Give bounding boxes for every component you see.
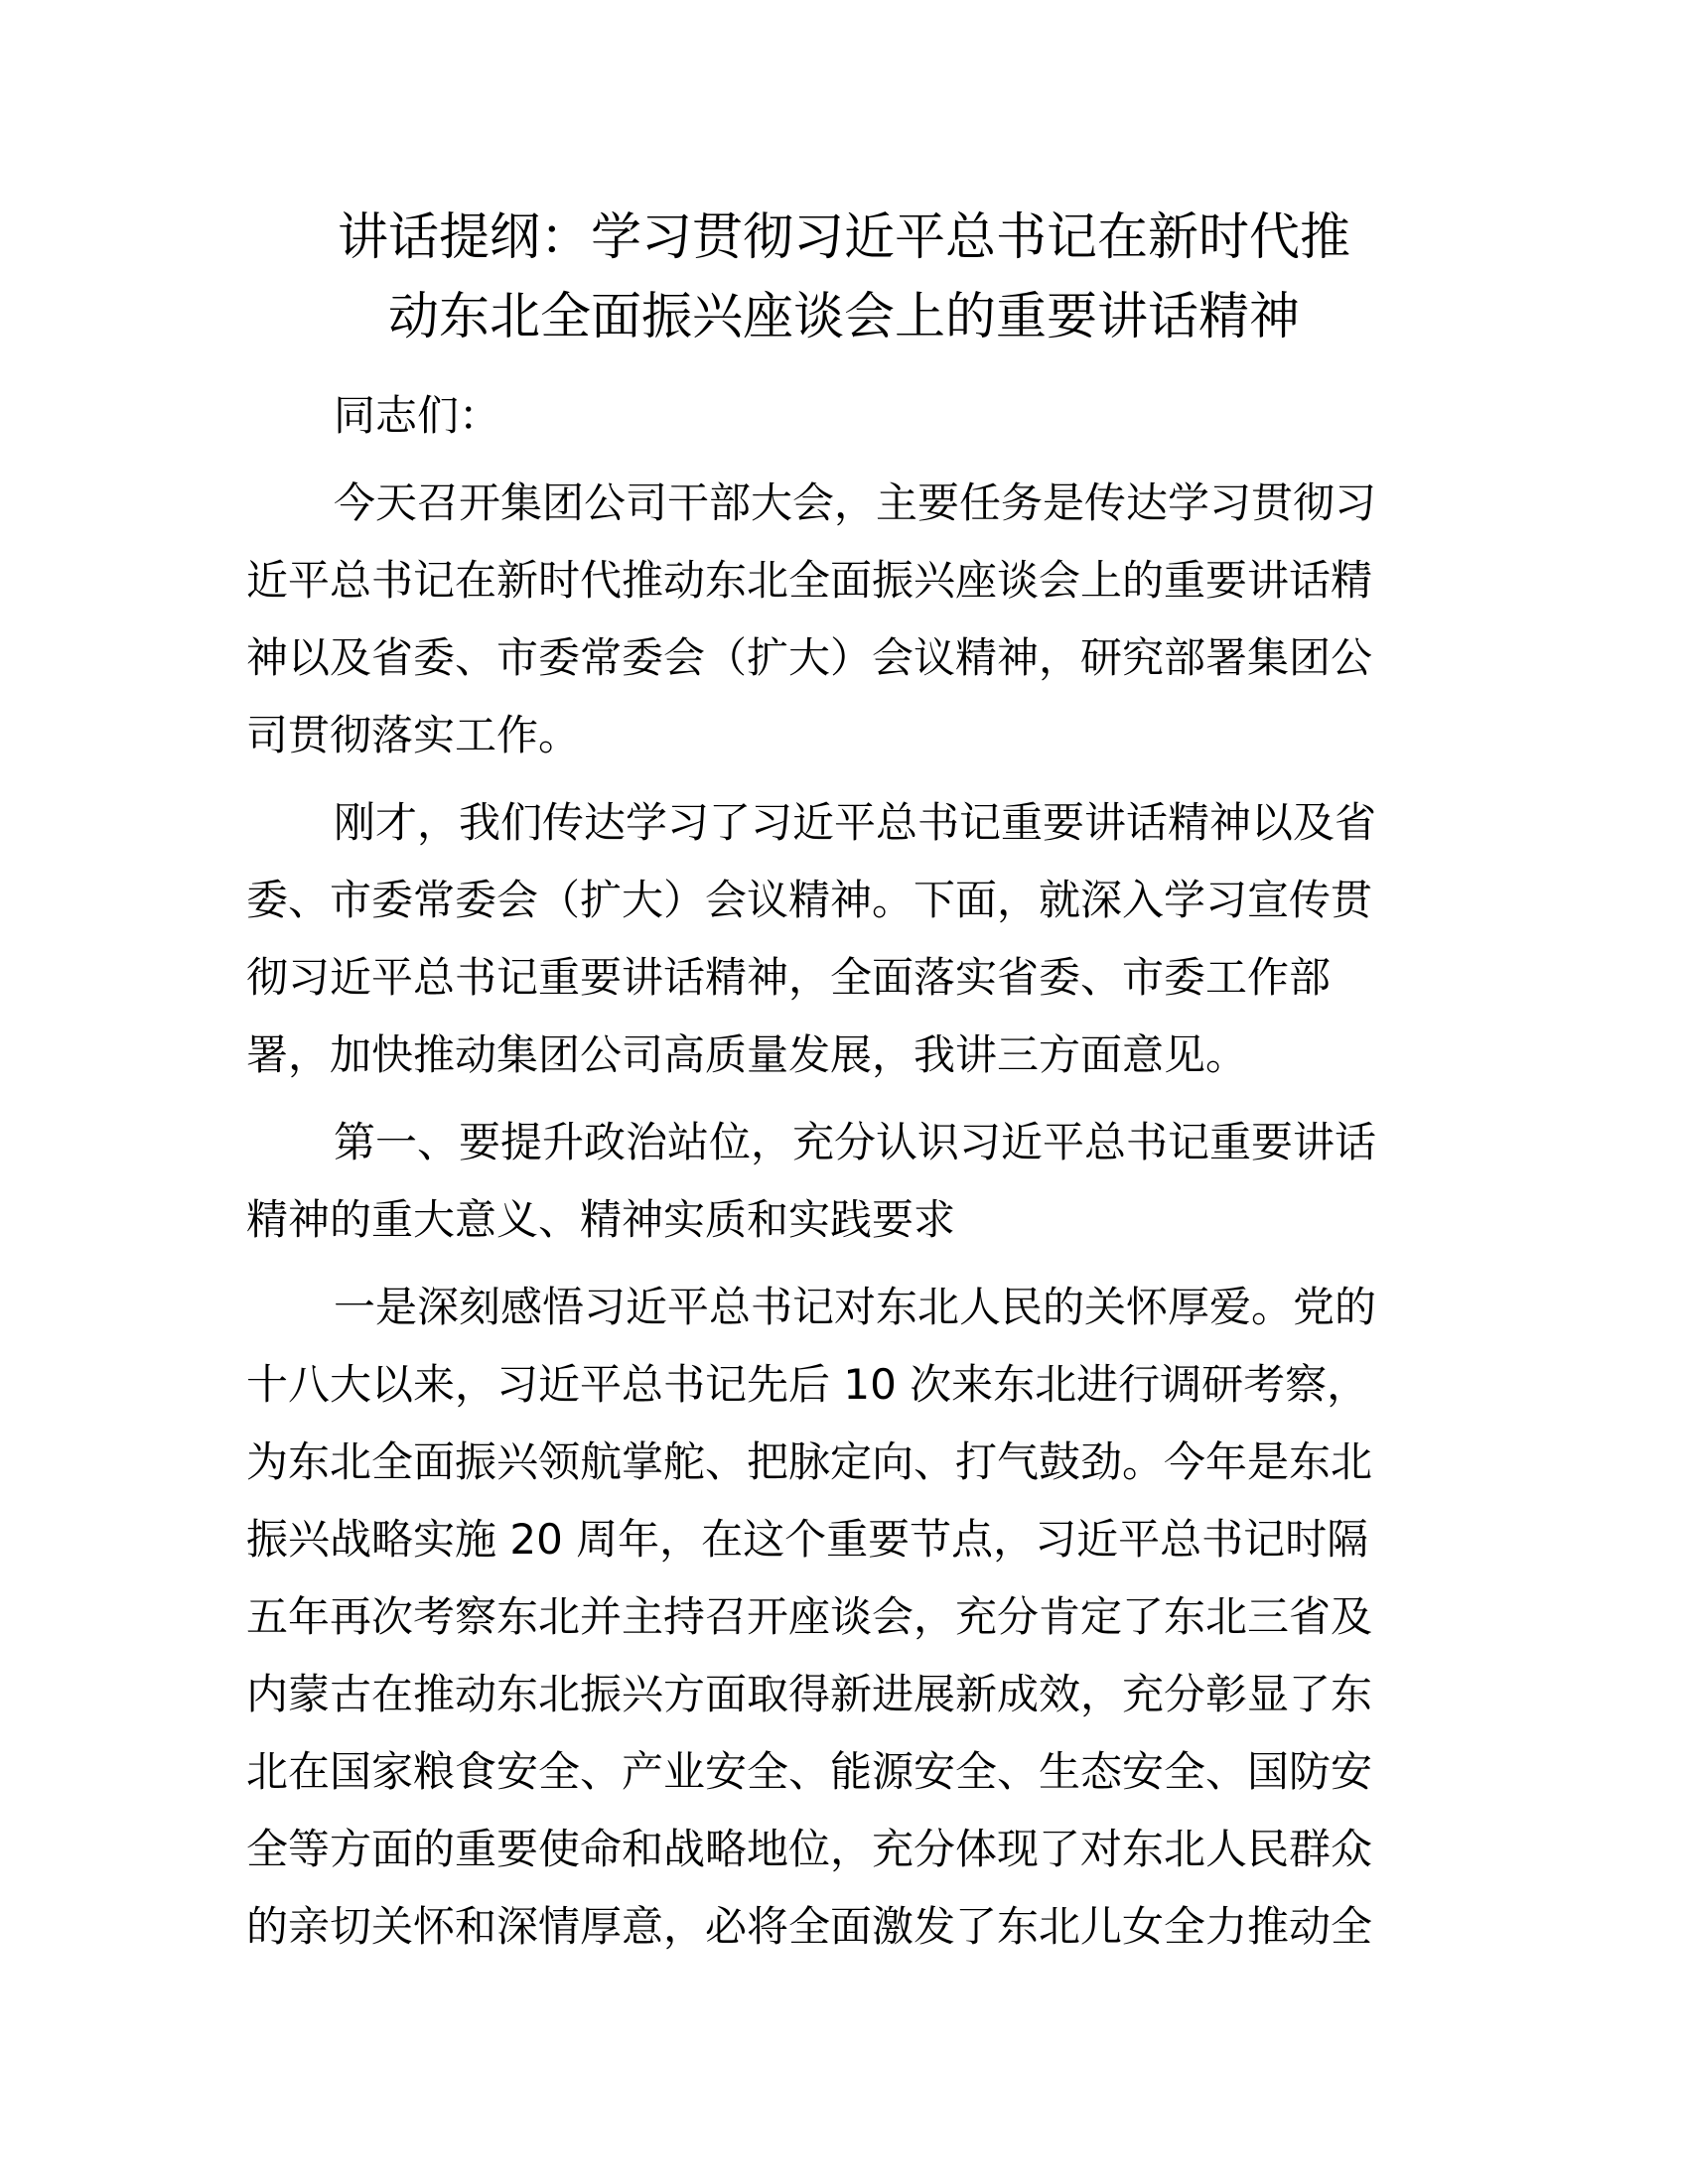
text-line: 彻习近平总书记重要讲话精神，全面落实省委、市委工作部: [246, 953, 1332, 1002]
text-line: 一是深刻感悟习近平总书记对东北人民的关怀厚爱。党的: [334, 1283, 1377, 1331]
title-line: 讲话提纲：学习贯彻习近平总书记在新时代推: [337, 208, 1350, 267]
text-line: 的亲切关怀和深情厚意，必将全面激发了东北儿女全力推动全: [246, 1902, 1373, 1951]
text-line: 近平总书记在新时代推动东北全面振兴座谈会上的重要讲话精: [246, 556, 1373, 605]
text-line: 内蒙古在推动东北振兴方面取得新进展新成效，充分彰显了东: [246, 1670, 1373, 1718]
section-heading-paragraph: [246, 1104, 1438, 1259]
salutation-paragraph: [246, 377, 1438, 455]
text-line: 第一、要提升政治站位，充分认识习近平总书记重要讲话: [334, 1118, 1377, 1166]
text-line: 五年再次考察东北并主持召开座谈会，充分肯定了东北三省及: [246, 1592, 1373, 1641]
document-body: [246, 377, 1438, 1976]
text-line: 委、市委常委会（扩大）会议精神。下面，就深入学习宣传贯: [246, 876, 1373, 924]
outline-paragraph: [246, 784, 1438, 1094]
text-line: 北在国家粮食安全、产业安全、能源安全、生态安全、国防安: [246, 1747, 1373, 1796]
text-line: 神以及省委、市委常委会（扩大）会议精神，研究部署集团公: [246, 633, 1373, 682]
text-line: 同志们：: [334, 391, 501, 440]
title-line: 动东北全面振兴座谈会上的重要讲话精神: [387, 288, 1300, 346]
text-line: 全等方面的重要使命和战略地位，充分体现了对东北人民群众: [246, 1825, 1373, 1873]
text-line: 精神的重大意义、精神实质和实践要求: [246, 1195, 956, 1244]
text-line: 今天召开集团公司干部大会，主要任务是传达学习贯彻习: [334, 478, 1377, 527]
text-line: 刚才，我们传达学习了习近平总书记重要讲话精神以及省: [334, 798, 1377, 847]
document-title: [238, 199, 1450, 357]
text-line: 署，加快推动集团公司高质量发展，我讲三方面意见。: [246, 1030, 1248, 1079]
text-line: 十八大以来，习近平总书记先后 10 次来东北进行调研考察，: [246, 1360, 1369, 1409]
text-line: 振兴战略实施 20 周年，在这个重要节点，习近平总书记时隔: [246, 1515, 1369, 1564]
text-line: 司贯彻落实工作。: [246, 711, 581, 759]
point-one-paragraph: [246, 1269, 1438, 1966]
intro-paragraph: [246, 465, 1438, 774]
text-line: 为东北全面振兴领航掌舵、把脉定向、打气鼓劲。今年是东北: [246, 1437, 1373, 1486]
